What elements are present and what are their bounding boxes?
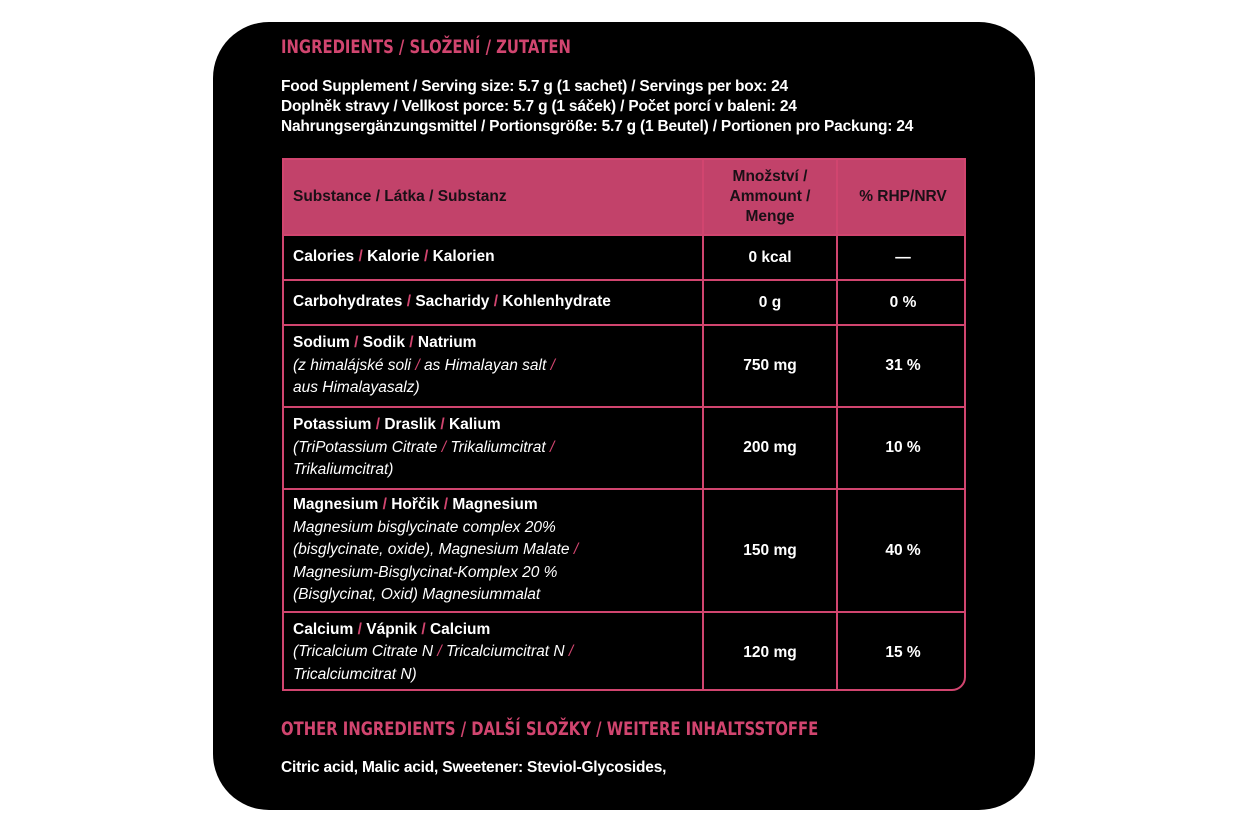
separator: /: [371, 416, 385, 434]
substance-names: [293, 332, 693, 355]
substance-detail: (z himalájské soli: [293, 356, 412, 374]
substance-cell: [284, 489, 703, 612]
substance-name: Sacharidy: [415, 293, 490, 311]
substance-name: Calcium: [293, 620, 354, 638]
substance-name: Potassium: [293, 416, 372, 434]
substance-detail: (Tricalcium Citrate N: [293, 643, 434, 661]
header-nrv: % RHP/NRV: [837, 160, 966, 235]
substance-detail-line: [293, 664, 693, 687]
substance-cell: [284, 612, 703, 691]
substance-detail: Trikaliumcitrat): [293, 461, 394, 479]
serving-info-cz: Doplněk stravy / Vellkost porce: 5.7 g (1 sáček) / Počet porcí v baleni: 24: [281, 98, 797, 115]
table-row: [284, 612, 966, 691]
substance-detail-line: [293, 562, 693, 585]
nrv-cell: —: [837, 235, 966, 280]
substance-detail-line: [293, 641, 693, 664]
header-substance: Substance / Látka / Substanz: [284, 160, 703, 235]
amount-cell: 0 kcal: [703, 235, 837, 280]
amount-cell: 0 g: [703, 280, 837, 325]
separator: /: [545, 438, 555, 456]
substance-name: Draslik: [384, 416, 437, 434]
substance-name: Sodik: [362, 334, 405, 352]
substance-detail-line: [293, 377, 693, 400]
substance-name: Magnesium: [293, 496, 379, 514]
separator: /: [404, 334, 418, 352]
substance-name: Hořčik: [391, 496, 440, 514]
serving-info-en: Food Supplement / Serving size: 5.7 g (1 sachet) / Servings per box: 24: [281, 78, 788, 95]
substance-detail-line: [293, 539, 693, 562]
separator: /: [433, 643, 447, 661]
separator: /: [402, 293, 416, 311]
substance-names: [293, 291, 693, 314]
amount-cell: 200 mg: [703, 407, 837, 489]
substance-detail: Tricalciumcitrat N): [293, 665, 417, 683]
separator: /: [439, 496, 453, 514]
substance-name: Natrium: [417, 334, 477, 352]
nrv-cell: 40 %: [837, 489, 966, 612]
substance-detail: aus Himalayasalz): [293, 379, 420, 397]
header-amount: [703, 160, 837, 235]
substance-cell: [284, 407, 703, 489]
substance-detail: (TriPotassium Citrate: [293, 438, 438, 456]
substance-detail-line: [293, 355, 693, 378]
substance-detail-line: [293, 459, 693, 482]
table-row: [284, 407, 966, 489]
substance-detail: (bisglycinate, oxide), Magnesium Malate: [293, 541, 570, 559]
substance-cell: [284, 280, 703, 325]
label-panel: [213, 22, 1035, 810]
substance-detail-line: [293, 437, 693, 460]
separator: /: [437, 438, 451, 456]
amount-cell: 150 mg: [703, 489, 837, 612]
substance-names: [293, 414, 693, 437]
substance-detail: Trikaliumcitrat: [450, 438, 546, 456]
nutrition-table: [282, 158, 966, 691]
table-header-row: [284, 160, 966, 235]
separator: /: [569, 541, 579, 559]
substance-names: [293, 619, 693, 642]
separator: /: [417, 620, 430, 638]
separator: /: [378, 496, 392, 514]
table-row: [284, 280, 966, 325]
nrv-cell: 10 %: [837, 407, 966, 489]
substance-names: [293, 246, 693, 269]
substance-detail-line: [293, 517, 693, 540]
serving-info: [281, 77, 913, 137]
substance-name: Carbohydrates: [293, 293, 403, 311]
amount-cell: 120 mg: [703, 612, 837, 691]
substance-name: Magnesium: [452, 496, 538, 514]
table-row: [284, 325, 966, 407]
separator: /: [349, 334, 363, 352]
separator: /: [354, 248, 368, 266]
table-row: [284, 489, 966, 612]
separator: /: [419, 248, 433, 266]
substance-names: [293, 494, 693, 517]
substance-name: Kalorie: [367, 248, 420, 266]
separator: /: [436, 416, 449, 434]
substance-detail: as Himalayan salt: [423, 356, 547, 374]
nrv-cell: 0 %: [837, 280, 966, 325]
substance-name: Kohlenhydrate: [502, 293, 611, 311]
substance-name: Kalium: [448, 416, 501, 434]
substance-detail: Magnesium-Bisglycinat-Komplex 20 %: [293, 563, 558, 581]
substance-name: Kalorien: [432, 248, 495, 266]
separator: /: [564, 643, 574, 661]
separator: /: [546, 356, 555, 374]
amount-cell: 750 mg: [703, 325, 837, 407]
substance-name: Vápnik: [366, 620, 418, 638]
substance-cell: [284, 235, 703, 280]
substance-name: Calories: [293, 248, 355, 266]
nrv-cell: 15 %: [837, 612, 966, 691]
header-amount-line-2: Ammount /: [729, 188, 811, 205]
substance-detail-line: [293, 584, 693, 607]
substance-detail: Magnesium bisglycinate complex 20%: [293, 518, 556, 536]
substance-cell: [284, 325, 703, 407]
separator: /: [489, 293, 503, 311]
header-amount-line-3: Menge: [745, 208, 795, 225]
substance-name: Sodium: [293, 334, 350, 352]
other-ingredients-heading: OTHER INGREDIENTS / DALŠÍ SLOŽKY / WEITERE INHALTSSTOFFE: [281, 718, 819, 740]
header-amount-line-1: Množství /: [732, 168, 808, 185]
serving-info-de: Nahrungsergänzungsmittel / Portionsgröße: 5.7 g (1 Beutel) / Portionen pro Packung: 24: [281, 118, 914, 135]
nrv-cell: 31 %: [837, 325, 966, 407]
table-row: [284, 235, 966, 280]
substance-detail: Tricalciumcitrat N: [446, 643, 565, 661]
substance-name: Calcium: [429, 620, 491, 638]
separator: /: [353, 620, 367, 638]
separator: /: [411, 356, 424, 374]
other-ingredients-text: Citric acid, Malic acid, Sweetener: Steviol-Glycosides,: [281, 759, 667, 776]
substance-detail: (Bisglycinat, Oxid) Magnesiummalat: [293, 586, 541, 604]
ingredients-heading: INGREDIENTS / SLOŽENÍ / ZUTATEN: [281, 36, 571, 58]
